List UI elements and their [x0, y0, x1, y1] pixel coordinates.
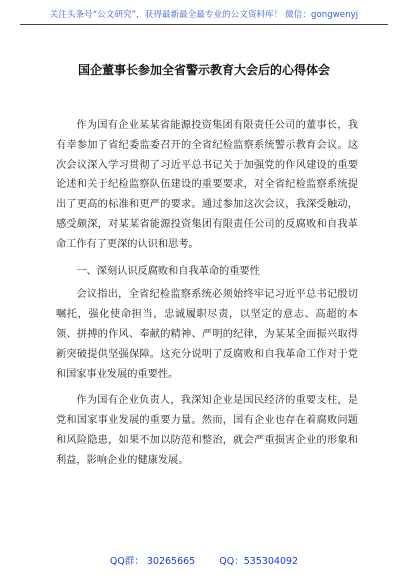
document-body	[56, 116, 358, 478]
qq-group: QQ群： 30265665	[109, 556, 196, 567]
paragraph-responsibility: 作为国有企业负责人，我深知企业是国民经济的重要支柱，是党和国家事业发展的重要力量。然而，国有企业也存在着腐败问题和风险隐患，如果不加以防范和整治，就会严重损害企业的形象和利益，影响企业的健康发展。	[56, 395, 358, 466]
section-heading: 一、深刻认识反腐败和自我革命的重要性	[76, 265, 260, 277]
qq-number: QQ：535304092	[219, 556, 299, 567]
header-banner: 关注头条号“公文研究”，获得最新最全最专业的公文资料库！ 微信：gongwenyj	[49, 10, 359, 20]
paragraph-meeting: 会议指出，全省纪检监察系统必须始终牢记习近平总书记殷切嘱托，强化使命担当，忠诚履职尽责，以坚定的意志、高超的本领、拼搏的作风、奉献的精神、严明的纪律，为某某全面振兴取得新突破提供坚强保障。这充分说明了反腐败和自我革命工作对于党和国家事业发展的重要性。	[56, 289, 358, 380]
document-title: 国企董事长参加全省警示教育大会后的心得体会	[77, 63, 330, 77]
paragraph-intro: 作为国有企业某某省能源投资集团有限责任公司的董事长，我有幸参加了省纪委监委召开的全省纪检监察系统警示教育会议。这次会议深入学习贯彻了习近平总书记关于加强党的作风建设的重要论述和关于纪检监察队伍建设的重要要求，对全省纪检监察系统提出了更高的标准和更严的要求。通过参加这次会议，我深受触动，感受颇深，对某某省能源投资集团有限责任公司的反腐败和自我革命工作有了更深的认识和思考。	[56, 120, 358, 250]
header-divider	[20, 24, 388, 25]
footer-contact	[0, 553, 408, 567]
